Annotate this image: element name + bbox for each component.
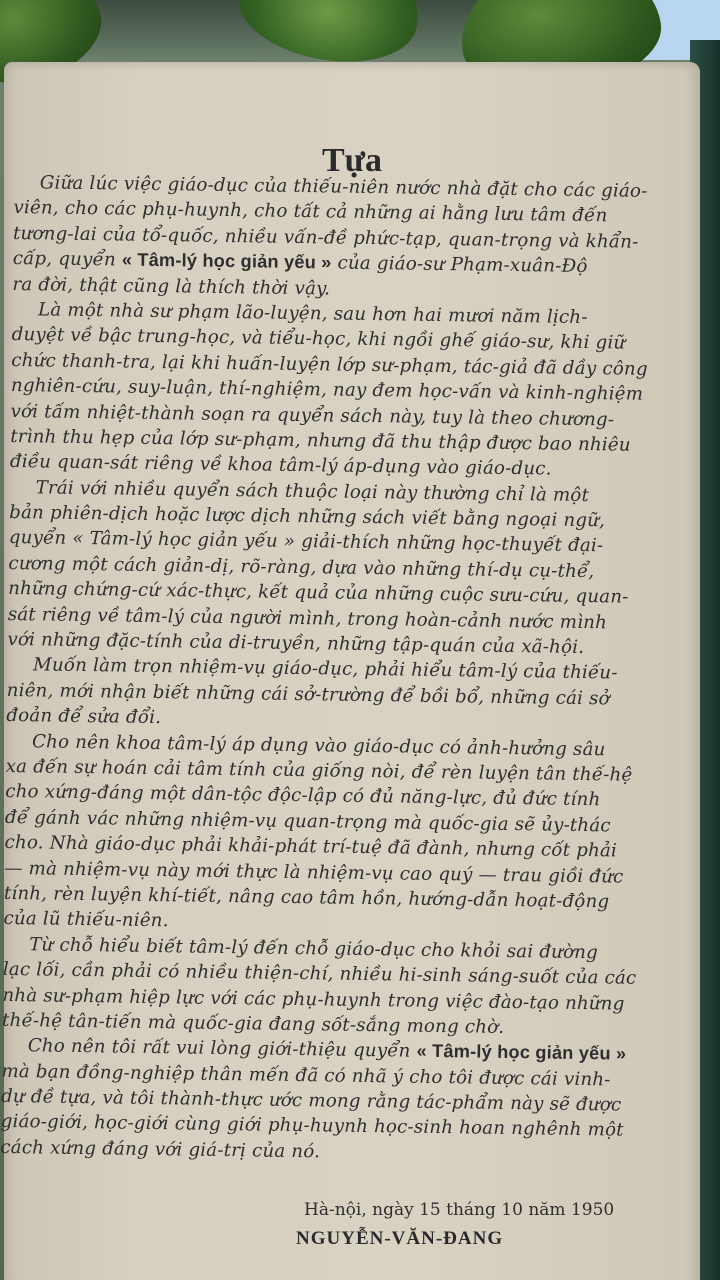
text-line: Cho nên khoa tâm-lý áp dụng vào giáo-dục có ảnh-hưởng sâu — [31, 730, 606, 760]
preface-paragraph — [3, 729, 646, 941]
book-page — [0, 62, 700, 1280]
text-line: Trái với nhiều quyển sách thuộc loại này thường chỉ là một — [35, 477, 590, 506]
text-line: Từ chỗ hiểu biết tâm-lý đến chỗ giáo-dục cho khỏi sai đường — [29, 934, 599, 963]
text-segment: Cho nên tôi rất vui lòng giới-thiệu quyển — [27, 1035, 417, 1062]
preface-paragraph — [7, 475, 649, 662]
text-line: với tấm nhiệt-thành soạn ra quyển sách này, tuy là theo chương- — [10, 400, 615, 430]
preface-paragraph — [12, 170, 654, 306]
text-line: quyển « Tâm-lý học giản yếu » giải-thích những học-thuyết đại- — [8, 527, 604, 557]
text-line: lạc lối, cần phải có nhiều thiện-chí, nhiều hi-sinh sáng-suốt của các — [2, 959, 637, 989]
text-line: bản phiên-dịch hoặc lược dịch những sách viết bằng ngoại ngữ, — [9, 502, 606, 532]
preface-paragraph — [10, 297, 652, 484]
text-line: duyệt về bậc trung-học, và tiểu-học, khi ngồi ghế giáo-sư, khi giữ — [11, 324, 626, 354]
text-line: sát riêng về tâm-lý của người mình, trong hoàn-cảnh nước mình — [7, 603, 608, 633]
preface-paragraph — [0, 1033, 642, 1169]
preface-paragraph — [6, 652, 647, 737]
text-line: niên, mới nhận biết những cái sở-trường để bồi bổ, những cái sở — [6, 679, 610, 710]
text-line: dự đề tựa, và tôi thành-thực ước mong rằng tác-phẩm này sẽ được — [0, 1085, 622, 1116]
text-line: thế-hệ tân-tiến mà quốc-gia đang sốt-sắng mong chờ. — [1, 1009, 505, 1038]
dateline: Hà-nội, ngày 15 tháng 10 năm 1950 — [304, 1200, 615, 1220]
text-line: tính, rèn luyện khí-tiết, nâng cao tâm hồn, hướng-dẫn hoạt-động — [3, 882, 610, 913]
text-line: Là một nhà sư phạm lão-luyện, sau hơn hai mươi năm lịch- — [37, 299, 588, 328]
text-line: mà bạn đồng-nghiệp thân mến đã có nhã ý cho tôi được cái vinh- — [1, 1060, 611, 1091]
text-line: Giữa lúc việc giáo-dục của thiếu-niên nước nhà đặt cho các giáo- — [39, 172, 648, 202]
book-title-reference: « Tâm-lý học giản yếu » — [121, 249, 332, 273]
book-title-reference: « Tâm-lý học giản yếu » — [416, 1040, 627, 1064]
page-title: Tựa — [321, 142, 383, 179]
text-line: xa đến sự hoán cải tâm tính của giống nòi, để rèn luyện tân thế-hệ — [5, 755, 633, 786]
text-line: giáo-giới, học-giới cùng giới phụ-huynh học-sinh hoan nghênh một — [0, 1111, 624, 1142]
author-signature: NGUYỄN-VĂN-ĐANG — [296, 1228, 504, 1249]
text-line: đoản để sửa đổi. — [6, 705, 162, 729]
text-line: những chứng-cứ xác-thực, kết quả của những cuộc sưu-cứu, quan- — [8, 578, 629, 608]
text-line: Muốn làm trọn nhiệm-vụ giáo-dục, phải hiểu tâm-lý của thiếu- — [32, 654, 618, 684]
text-line: chức thanh-tra, lại khi huấn-luyện lớp sư-phạm, tác-giả đã dầy công — [11, 349, 648, 380]
text-line: — mà nhiệm-vụ này mới thực là nhiệm-vụ cao quý — trau giồi đức — [4, 857, 624, 888]
text-line: viên, cho các phụ-huynh, cho tất cả những ai hằng lưu tâm đến — [13, 197, 608, 227]
preface-paragraph — [2, 932, 643, 1042]
text-line: cách xứng đáng với giá-trị của nó. — [0, 1136, 321, 1163]
text-line: trình thu hẹp của lớp sư-phạm, nhưng đã thu thập được bao nhiêu — [10, 425, 631, 456]
preface-body — [0, 170, 654, 1169]
text-segment: của giáo-sư Phạm-xuân-Độ — [331, 252, 588, 278]
text-line: điều quan-sát riêng về khoa tâm-lý áp-dụng vào giáo-dục. — [9, 451, 552, 480]
text-line: ra đời, thật cũng là thích thời vậy. — [12, 273, 331, 299]
text-line: với những đặc-tính của di-truyền, những tập-quán của xã-hội. — [7, 628, 585, 659]
text-segment: cấp, quyển — [12, 248, 122, 271]
text-line: để gánh vác những nhiệm-vụ quan-trọng mà quốc-gia sẽ ủy-thác — [4, 806, 611, 837]
text-line: cho. Nhà giáo-dục phải khải-phát trí-tuệ đã đành, nhưng cốt phải — [4, 832, 618, 862]
text-line: cương một cách giản-dị, rõ-ràng, dựa vào những thí-dụ cụ-thể, — [8, 552, 595, 583]
text-line: cho xứng-đáng một dân-tộc độc-lập có đủ năng-lực, đủ đức tính — [5, 781, 601, 811]
text-line: nhà sư-phạm hiệp lực với các phụ-huynh trong việc đào-tạo những — [2, 984, 625, 1015]
text-line: nghiên-cứu, suy-luận, thí-nghiệm, nay đem học-vấn và kinh-nghiệm — [10, 375, 644, 405]
text-line: của lũ thiếu-niên. — [3, 908, 169, 932]
text-line: tương-lai của tổ-quốc, nhiều vấn-đề phức-tạp, quan-trọng và khẩn- — [12, 222, 639, 253]
